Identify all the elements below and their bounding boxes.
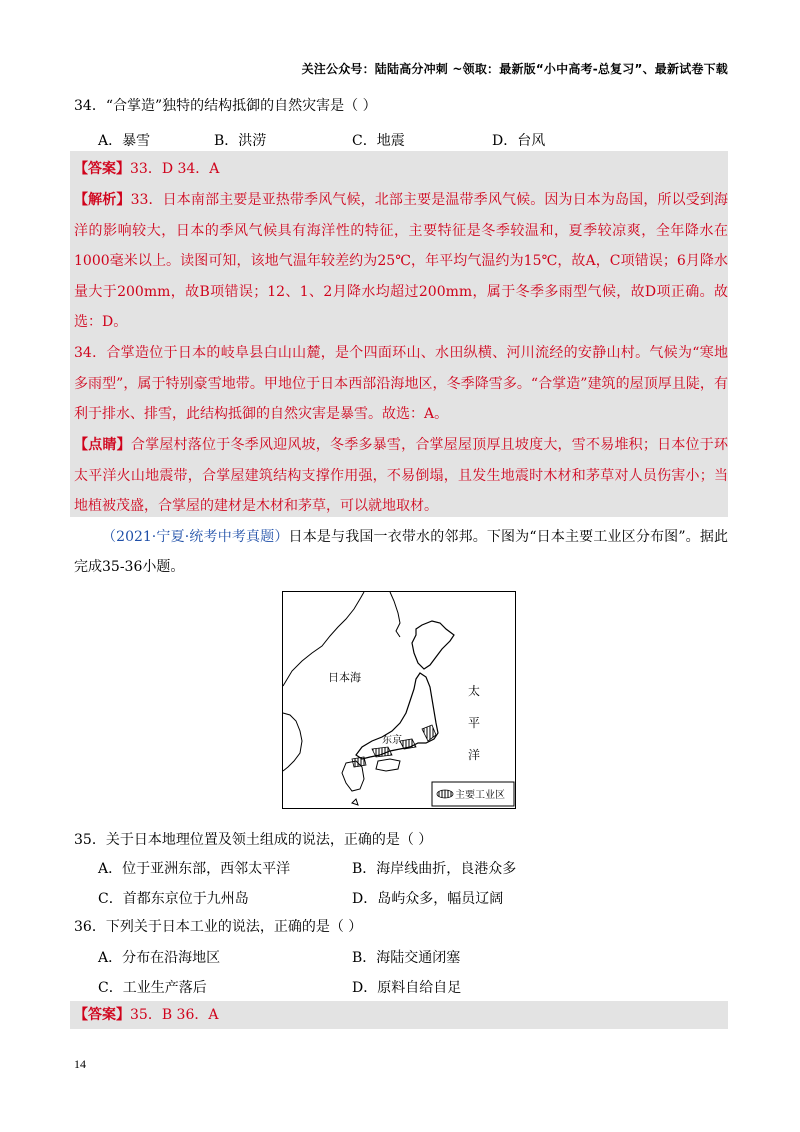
q35-option-b: B．海岸线曲折，良港众多 <box>352 861 517 877</box>
dianjing-text: 合掌屋村落位于冬季风迎风坡，冬季多暴雪，合掌屋屋顶厚且坡度大，雪不易堆积；日本位于环太平洋火山地震带，合掌屋建筑结构支撑作用强，不易倒塌，且发生地震时木材和茅草对人员伤害小；当地植被茂盛，合掌屋的建材是木材和茅草，可以就地取材。 <box>74 437 728 514</box>
sea-of-japan-label: 日本海 <box>328 671 361 684</box>
answer-2 <box>74 1000 218 1030</box>
industrial-zone-kitakyushu <box>352 757 366 767</box>
q36-option-b: B．海陆交通闭塞 <box>352 950 461 966</box>
pacific-label-2: 平 <box>468 716 481 730</box>
q35-option-c: C．首都东京位于九州岛 <box>98 891 249 907</box>
q36-option-a: A．分布在沿海地区 <box>98 950 221 966</box>
q34-option-c: C．地震 <box>352 133 405 149</box>
q34-option-a: A．暴雪 <box>98 133 151 149</box>
answer-1-tag: 【答案】 <box>74 161 130 177</box>
answer-1-text: 33．D 34．A <box>130 161 220 177</box>
intro-paragraph <box>74 522 728 582</box>
q34-option-b: B．洪涝 <box>214 133 267 149</box>
analysis-tag: 【解析】 <box>74 192 131 208</box>
q36-option-d: D．原料自给自足 <box>352 980 462 996</box>
analysis-33-text: 33．日本南部主要是亚热带季风气候，北部主要是温带季风气候。因为日本为岛国，所以受到海洋的影响较大，日本的季风气候具有海洋性的特征，主要特征是冬季较温和，夏季较凉爽，全年降水在1000毫米以上。读图可知，该地气温年较差约为25℃，年平均气温约为15℃，故A，C项错误；6月降水量大于200mm，故B项错误；12、1、2月降水均超过200mm，属于冬季多雨型气候，故D项正确。故选：D。 <box>74 192 729 330</box>
q36-option-c: C．工业生产落后 <box>98 980 207 996</box>
page-header: 关注公众号：陆陆高分冲刺 ~领取：最新版“小中高考-总复习”、最新试卷下载 <box>301 62 728 76</box>
analysis-paragraph-34: 34．合掌造位于日本的岐阜县白山山麓，是个四面环山、水田纵横、河川流经的安静山村。气候为“寒地多雨型”，属于特别豪雪地带。甲地位于日本西部沿海地区，冬季降雪多。“合掌造”建筑的屋顶厚且陡，有利于排水、排雪，此结构抵御的自然灾害是暴雪。故选：A。 <box>74 345 728 422</box>
answer-2-tag: 【答案】 <box>74 1007 130 1023</box>
dianjing-tag: 【点睛】 <box>74 437 131 453</box>
question-35-stem: 35．关于日本地理位置及领土组成的说法，正确的是（ ） <box>74 832 433 848</box>
q34-option-d: D．台风 <box>492 133 546 149</box>
tokyo-label: 东京 <box>382 735 402 746</box>
analysis-paragraph-33 <box>74 185 728 338</box>
intro-source: （2021·宁夏·统考中考真题） <box>102 529 289 545</box>
dianjing-paragraph <box>74 430 728 522</box>
answer-1 <box>74 154 219 184</box>
shikoku-island <box>376 759 400 771</box>
answer-2-text: 35．B 36．A <box>130 1007 219 1023</box>
legend-label: 主要工业区 <box>455 790 505 801</box>
question-36-stem: 36．下列关于日本工业的说法，正确的是（ ） <box>74 919 363 935</box>
japan-map-svg <box>282 591 516 809</box>
question-34-stem: 34．“合掌造”独特的结构抵御的自然灾害是（ ） <box>74 98 377 114</box>
q35-option-d: D．岛屿众多，幅员辽阔 <box>352 891 504 907</box>
pacific-label-3: 洋 <box>468 748 481 762</box>
page-number: 14 <box>74 1057 86 1071</box>
industrial-zone-hanshin <box>372 747 392 757</box>
japan-industry-map <box>282 591 516 809</box>
q35-option-a: A．位于亚洲东部，西邻太平洋 <box>98 861 291 877</box>
pacific-label-1: 太 <box>468 684 481 698</box>
legend-hatch-symbol <box>437 790 453 798</box>
intro-text: 日本是与我国一衣带水的邻邦。下图为“日本主要工业区分布图”。据此完成35-36小题。 <box>74 529 728 575</box>
